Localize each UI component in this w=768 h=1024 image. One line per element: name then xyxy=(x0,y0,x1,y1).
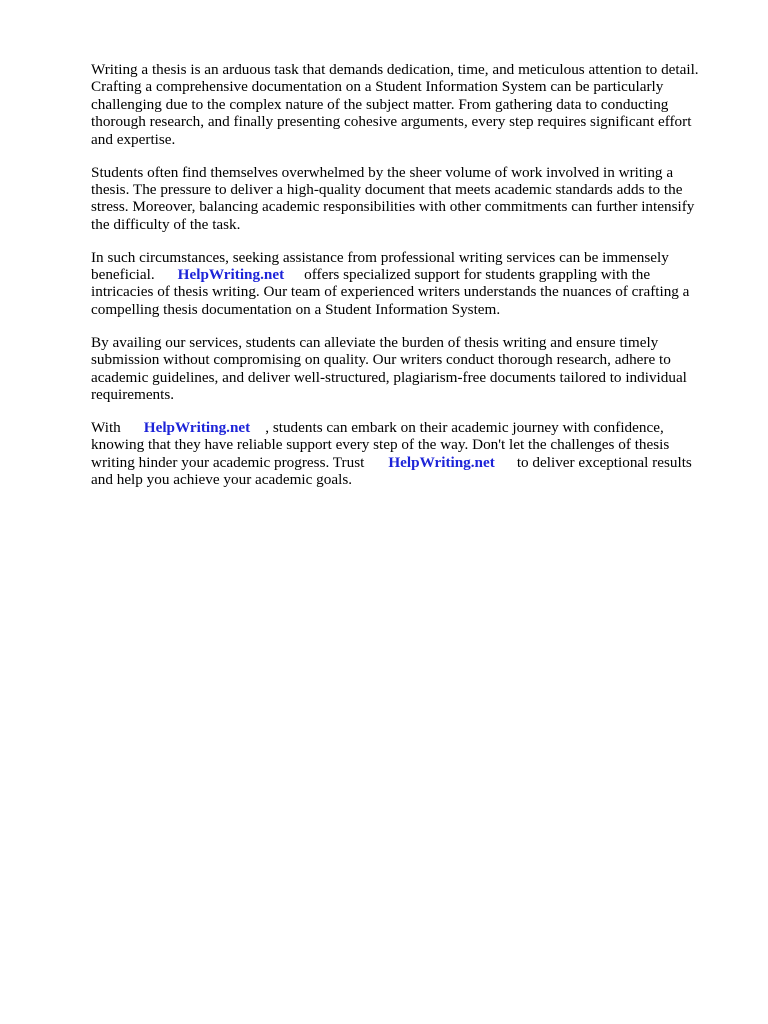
paragraph-intro xyxy=(91,61,710,148)
text-line: thesis. The pressure to deliver a high-quality document that meets academic standards adds to the xyxy=(91,180,683,198)
text-line xyxy=(91,266,710,283)
text-line: Crafting a comprehensive documentation on a Student Information System can be particularly xyxy=(91,78,664,96)
text-segment: writing hinder your academic progress. Trust xyxy=(91,453,365,471)
text-line: In such circumstances, seeking assistance from professional writing services can be immensely xyxy=(91,248,669,266)
text-line: By availing our services, students can alleviate the burden of thesis writing and ensure timely xyxy=(91,333,659,351)
text-line: challenging due to the complex nature of the subject matter. From gathering data to conducting xyxy=(91,95,669,113)
text-segment: beneficial. xyxy=(91,266,155,284)
paragraph-challenges xyxy=(91,164,710,234)
paragraph-services xyxy=(91,334,710,404)
text-line: thorough research, and finally presenting cohesive arguments, every step requires significant effort xyxy=(91,113,692,131)
text-line: Writing a thesis is an arduous task that demands dedication, time, and meticulous attention to detail. xyxy=(91,61,699,78)
paragraph-assistance xyxy=(91,249,710,319)
text-line: academic guidelines, and deliver well-structured, plagiarism-free documents tailored to individual xyxy=(91,368,687,386)
text-line: the difficulty of the task. xyxy=(91,215,241,233)
text-segment: to deliver exceptional results xyxy=(516,453,692,471)
text-line: requirements. xyxy=(91,386,175,403)
text-segment: With xyxy=(91,418,121,436)
text-line: stress. Moreover, balancing academic responsibilities with other commitments can further intensify xyxy=(91,198,695,216)
text-segment: offers specialized support for students grappling with the xyxy=(304,266,651,284)
text-line: compelling thesis documentation on a Student Information System. xyxy=(91,300,501,318)
text-line: knowing that they have reliable support every step of the way. Don't let the challenges of thesis xyxy=(91,436,670,454)
helpwriting-link[interactable]: HelpWriting.net xyxy=(388,453,495,471)
paragraph-conclusion xyxy=(91,419,710,489)
helpwriting-link[interactable]: HelpWriting.net xyxy=(177,266,285,284)
text-line xyxy=(91,454,710,471)
text-line: and expertise. xyxy=(91,130,176,148)
text-line: and help you achieve your academic goals. xyxy=(91,471,353,489)
text-segment: , students can embark on their academic journey with confidence, xyxy=(265,418,664,436)
helpwriting-link[interactable]: HelpWriting.net xyxy=(143,418,251,436)
text-line: intricacies of thesis writing. Our team of experienced writers understands the nuances of crafting a xyxy=(91,283,690,301)
text-line: submission without compromising on quality. Our writers conduct thorough research, adhere to xyxy=(91,351,671,369)
text-line: Students often find themselves overwhelmed by the sheer volume of work involved in writing a xyxy=(91,163,674,181)
text-line xyxy=(91,419,710,436)
